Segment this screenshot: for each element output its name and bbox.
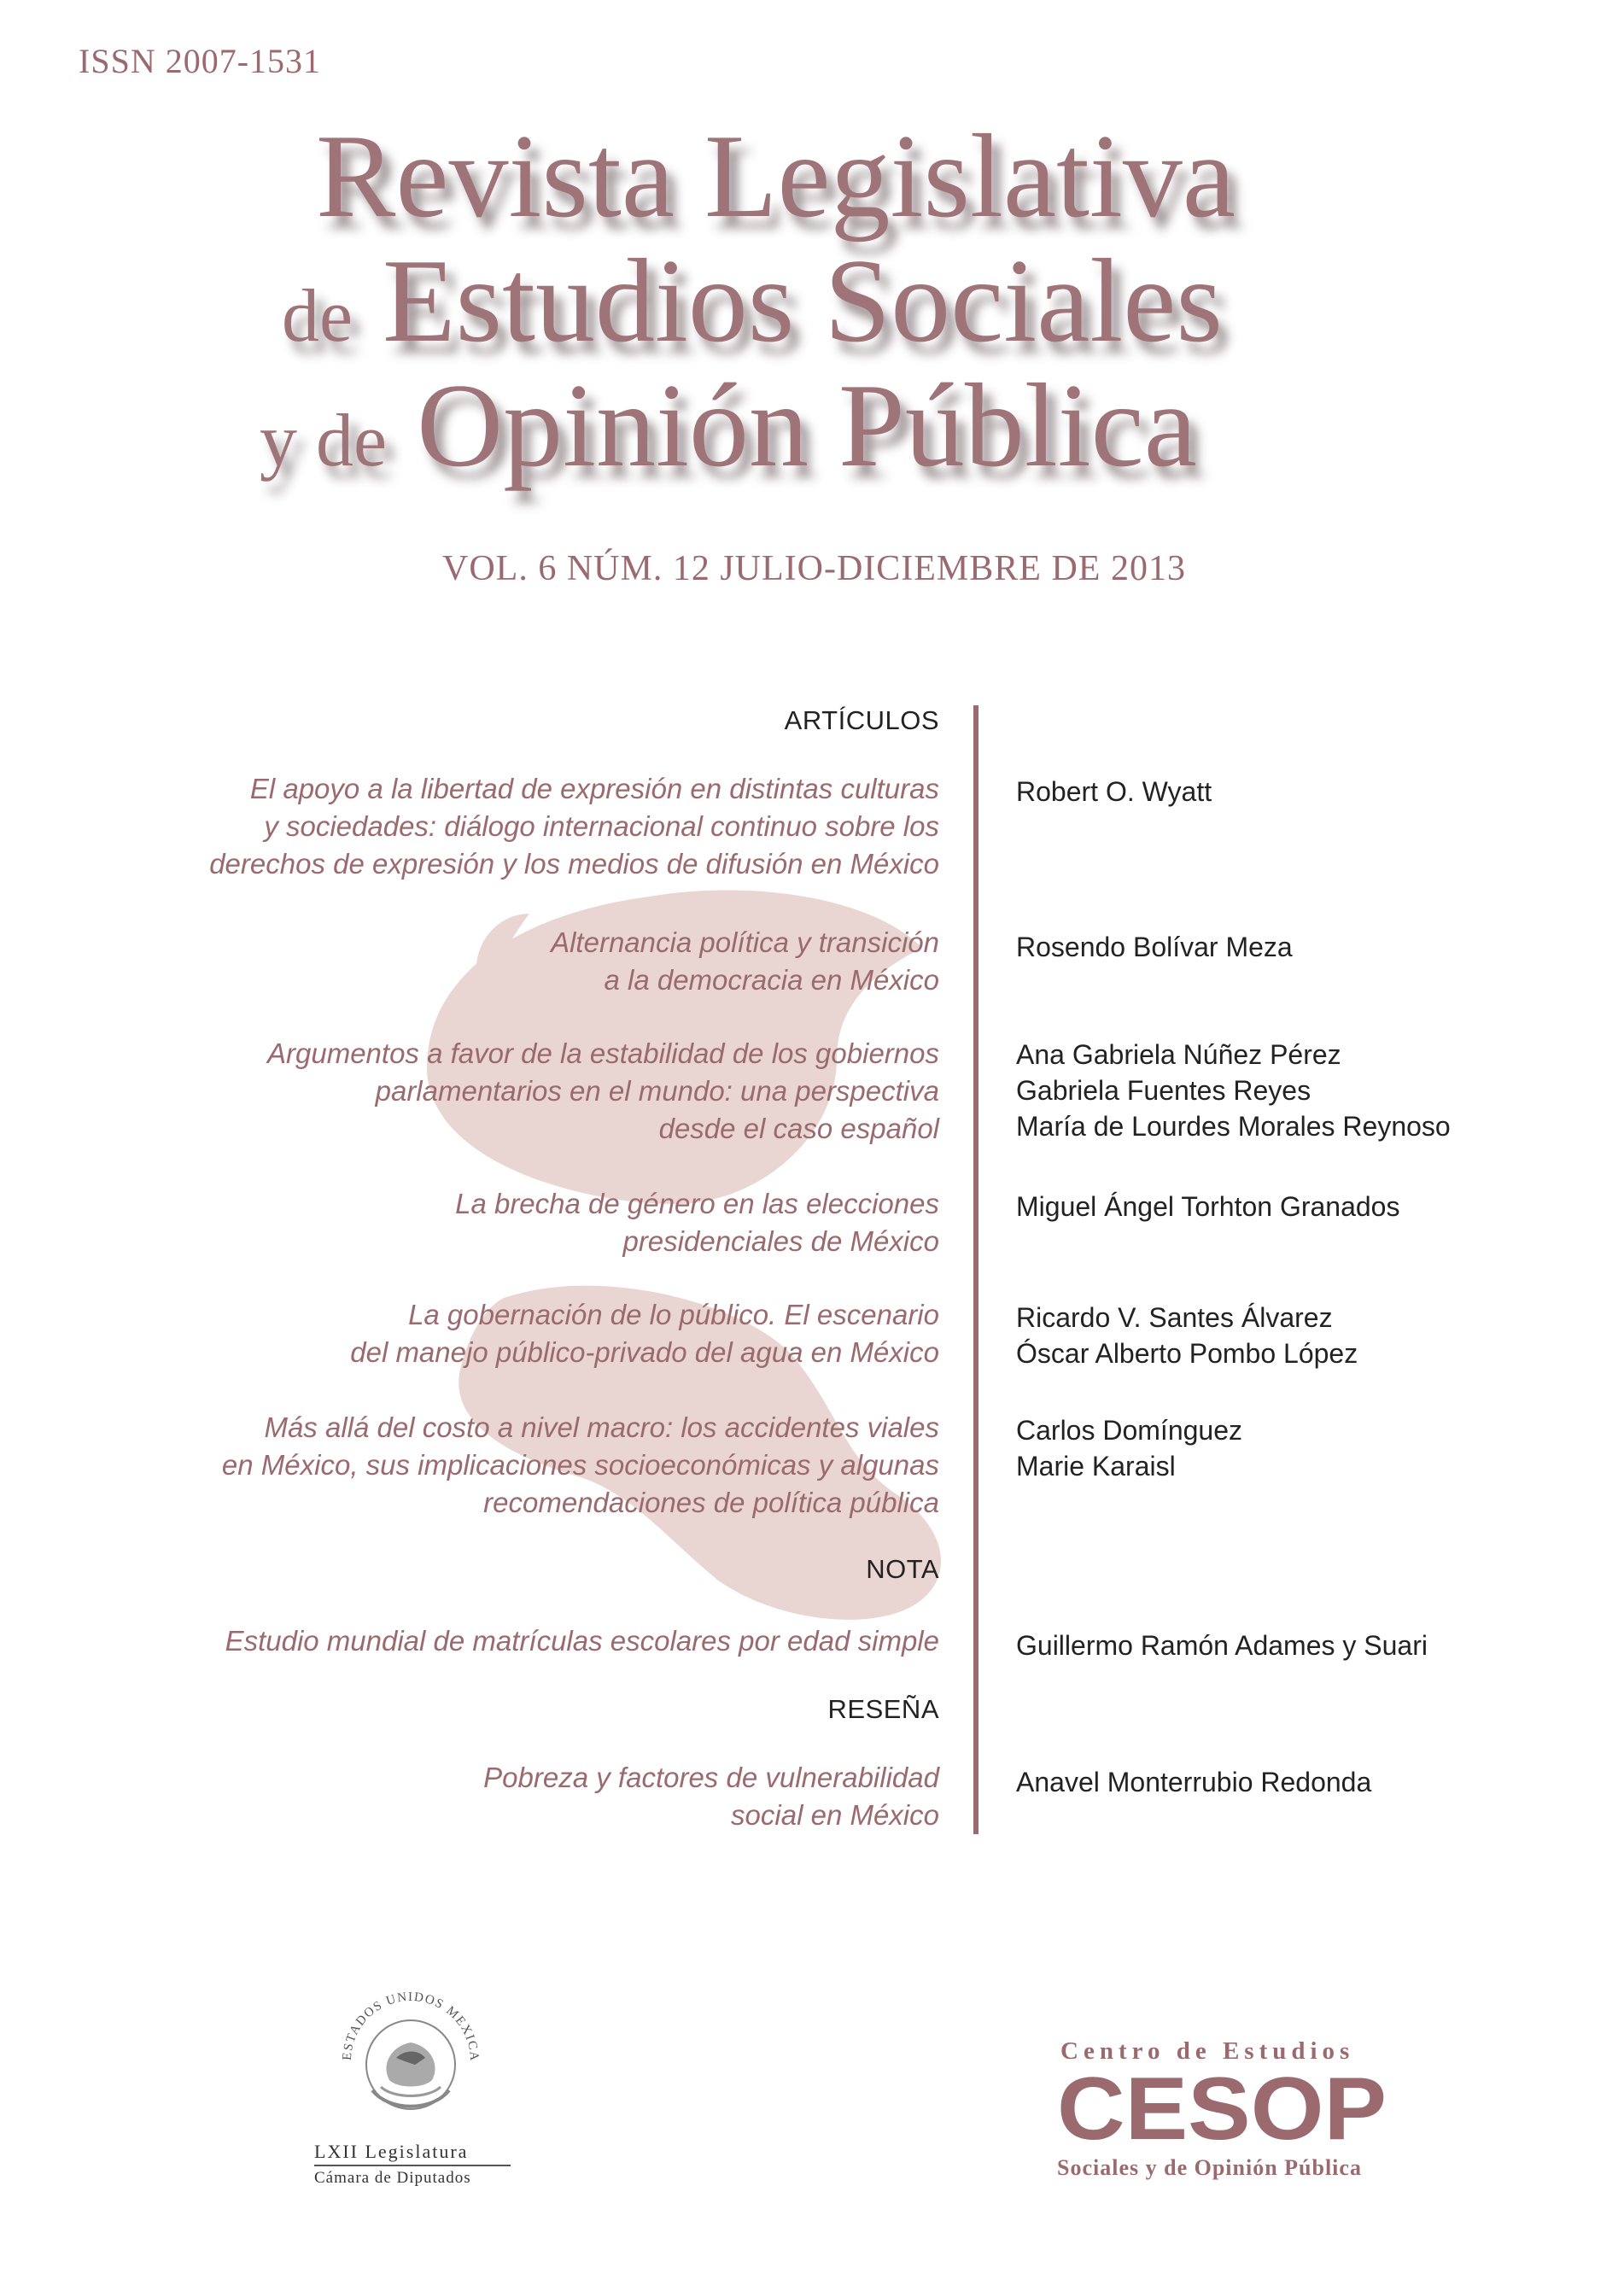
article-title-line: del manejo público-privado del agua en México bbox=[350, 1336, 939, 1368]
article-title-line: social en México bbox=[731, 1799, 939, 1831]
article-authors-5 bbox=[1016, 1300, 1358, 1371]
author-name: Rosendo Bolívar Meza bbox=[1016, 932, 1293, 962]
article-authors-6 bbox=[1016, 1412, 1242, 1484]
vertical-divider bbox=[973, 705, 978, 1834]
title-main-estudios: Estudios Sociales bbox=[383, 235, 1223, 367]
section-heading-nota: NOTA bbox=[866, 1554, 939, 1584]
article-authors-3 bbox=[1016, 1037, 1451, 1144]
nota-authors bbox=[1016, 1628, 1428, 1663]
author-name: Óscar Alberto Pombo López bbox=[1016, 1338, 1358, 1369]
cesop-logo bbox=[1057, 2037, 1399, 2181]
title-prefix-yde: y de bbox=[260, 400, 388, 482]
cesop-bottom-text: Sociales y de Opinión Pública bbox=[1057, 2155, 1362, 2180]
article-title-4[interactable] bbox=[455, 1185, 939, 1260]
article-title-line: y sociedades: diálogo internacional continuo sobre los bbox=[264, 810, 939, 842]
author-name: Guillermo Ramón Adames y Suari bbox=[1016, 1630, 1428, 1661]
author-name: Ana Gabriela Núñez Pérez bbox=[1016, 1039, 1341, 1070]
author-name: Carlos Domínguez bbox=[1016, 1415, 1242, 1446]
article-title-line: parlamentarios en el mundo: una perspectiva bbox=[375, 1075, 939, 1107]
article-title-3[interactable] bbox=[267, 1035, 939, 1148]
title-main-opinion: Opinión Pública bbox=[417, 359, 1197, 492]
legislature-logo bbox=[314, 1979, 511, 2188]
section-heading-articulos: ARTÍCULOS bbox=[784, 705, 939, 735]
article-title-6[interactable] bbox=[222, 1409, 939, 1522]
nota-title[interactable] bbox=[225, 1622, 939, 1660]
article-title-line: Pobreza y factores de vulnerabilidad bbox=[483, 1762, 939, 1793]
resena-title[interactable] bbox=[483, 1759, 939, 1834]
article-title-1[interactable] bbox=[209, 770, 939, 883]
article-title-line: a la democracia en México bbox=[604, 964, 939, 996]
issue-info: VOL. 6 NÚM. 12 JULIO-DICIEMBRE DE 2013 bbox=[442, 549, 1186, 588]
author-name: Marie Karaisl bbox=[1016, 1451, 1176, 1482]
cesop-wordmark bbox=[1057, 2067, 1399, 2149]
section-heading-resena: RESEÑA bbox=[827, 1694, 939, 1724]
author-name: María de Lourdes Morales Reynoso bbox=[1016, 1111, 1451, 1142]
author-name: Miguel Ángel Torhton Granados bbox=[1016, 1191, 1400, 1222]
journal-title-line1: Revista Legislativa bbox=[316, 110, 1236, 243]
author-name: Robert O. Wyatt bbox=[1016, 776, 1212, 807]
article-title-line: La brecha de género en las elecciones bbox=[455, 1188, 939, 1219]
article-authors-2 bbox=[1016, 929, 1293, 965]
article-title-line: La gobernación de lo público. El escenario bbox=[408, 1299, 939, 1330]
author-name: Ricardo V. Santes Álvarez bbox=[1016, 1302, 1333, 1333]
article-title-line: recomendaciones de política pública bbox=[483, 1487, 939, 1518]
author-name: Gabriela Fuentes Reyes bbox=[1016, 1075, 1311, 1106]
article-title-5[interactable] bbox=[350, 1296, 939, 1371]
article-title-line: derechos de expresión y los medios de difusión en México bbox=[209, 848, 939, 880]
national-seal-icon bbox=[330, 1979, 492, 2133]
article-authors-4 bbox=[1016, 1189, 1399, 1224]
cesop-top-text: Centro de Estudios bbox=[1060, 2037, 1355, 2065]
article-title-line: en México, sus implicaciones socioeconómicas y algunas bbox=[221, 1449, 939, 1481]
article-title-line: Argumentos a favor de la estabilidad de los gobiernos bbox=[267, 1037, 939, 1069]
article-title-line: Más allá del costo a nivel macro: los accidentes viales bbox=[264, 1411, 939, 1443]
author-name: Anavel Monterrubio Redonda bbox=[1016, 1767, 1372, 1797]
article-title-line: Alternancia política y transición bbox=[551, 926, 939, 958]
article-title-line: desde el caso español bbox=[658, 1113, 939, 1144]
cesop-wordmark-text: CESOP bbox=[1057, 2067, 1387, 2149]
article-title-line: presidenciales de México bbox=[622, 1225, 939, 1257]
article-title-2[interactable] bbox=[551, 924, 939, 999]
article-title-line: Estudio mundial de matrículas escolares por edad simple bbox=[225, 1625, 939, 1657]
title-prefix-de: de bbox=[282, 275, 353, 358]
seal-arc-text: ESTADOS UNIDOS MEXICA bbox=[340, 1990, 482, 2063]
issn-label: ISSN 2007-1531 bbox=[79, 42, 322, 80]
chamber-name: Cámara de Diputados bbox=[314, 2169, 471, 2187]
article-title-line: El apoyo a la libertad de expresión en distintas culturas bbox=[249, 773, 939, 804]
legislature-name: LXII Legislatura bbox=[314, 2141, 511, 2166]
resena-authors bbox=[1016, 1764, 1371, 1800]
journal-title-line3 bbox=[260, 359, 1197, 506]
decorative-swirl-graphic bbox=[393, 880, 1042, 1682]
article-authors-1 bbox=[1016, 774, 1212, 809]
